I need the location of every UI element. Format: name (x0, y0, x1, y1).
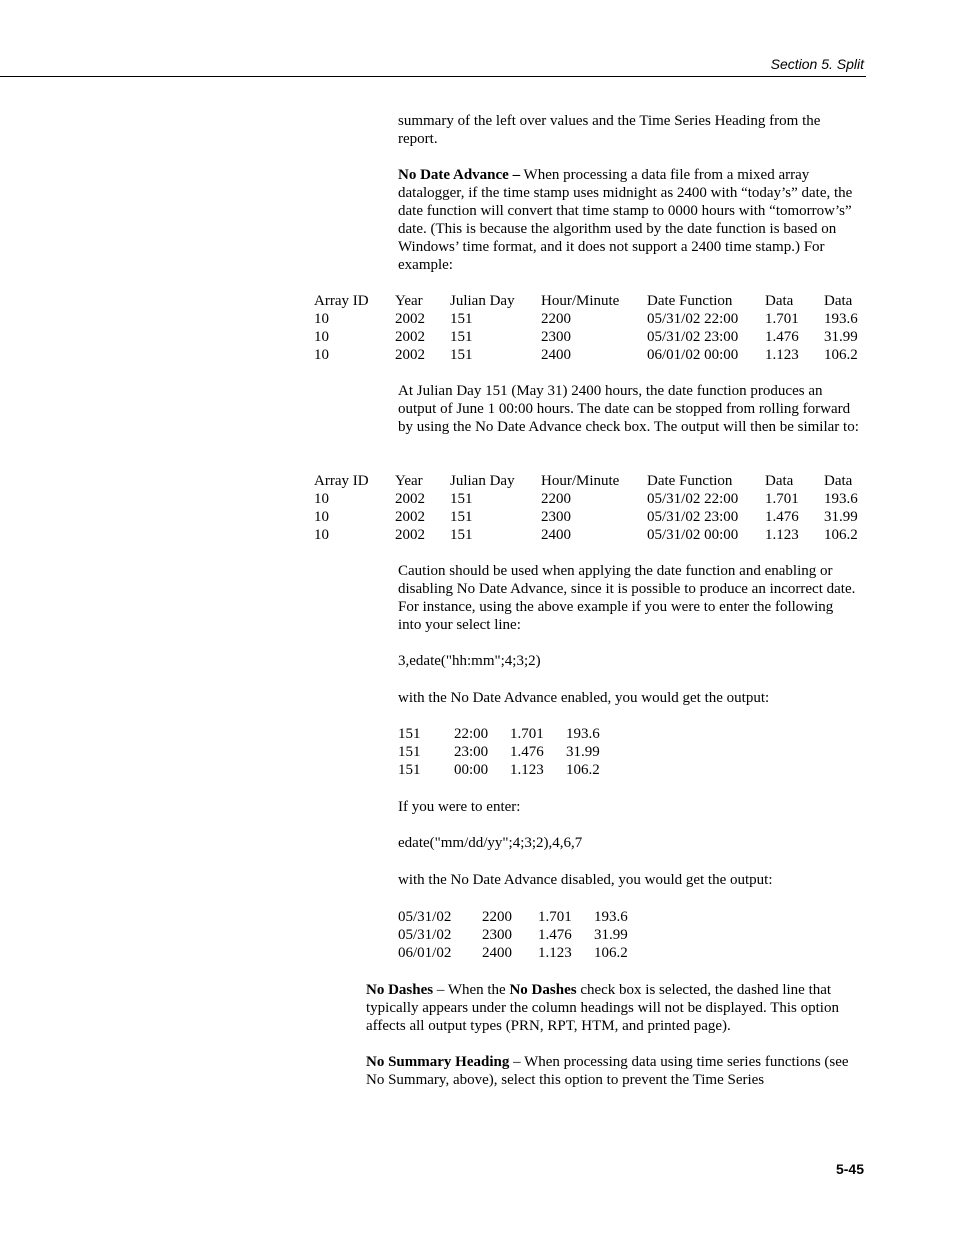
table-cell: 05/31/02 (398, 909, 452, 925)
section-title: Section 5. Split (770, 56, 864, 72)
table-cell: 151 (450, 347, 473, 363)
table-cell: 05/31/02 00:00 (647, 527, 739, 543)
table-cell: 2200 (541, 491, 571, 507)
table-cell: 193.6 (566, 726, 600, 742)
table-cell: 2400 (541, 347, 571, 363)
table-cell: 1.476 (538, 927, 572, 943)
julian-paragraph (398, 382, 860, 436)
table-cell: 2200 (541, 311, 571, 327)
table-header-cell: Date Function (647, 473, 733, 489)
table-cell: 00:00 (454, 762, 489, 778)
no-date-advance-text: When processing a data file from a mixed array datalogger, if the time stamp uses midnight as 2400 with “today’s” date, the date function will convert that time stamp to 0000 hours with “tomorrow’s” date. (This is because the algorithm used by the date function is based on Windows’ time format, and it does not support a 2400 time stamp.) For example: (398, 167, 853, 273)
table-header-cell: Hour/Minute (541, 473, 620, 489)
no-dashes-text-b: check box is selected, the dashed line that typically appears under the column headings will not be displayed. This option affects all output types (PRN, RPT, HTM, and printed page). (366, 982, 839, 1034)
table-cell: 2002 (395, 347, 425, 363)
table-cell: 05/31/02 23:00 (647, 509, 739, 525)
page-header (0, 55, 866, 77)
table-cell: 06/01/02 00:00 (647, 347, 739, 363)
table-header-cell: Array ID (314, 293, 369, 309)
table-cell: 1.476 (765, 509, 799, 525)
table-cell: 2002 (395, 311, 425, 327)
table-header-cell: Array ID (314, 473, 369, 489)
table-cell: 151 (398, 744, 421, 760)
table-cell: 10 (314, 347, 329, 363)
table-cell: 31.99 (824, 329, 858, 345)
table-cell: 106.2 (594, 945, 628, 961)
table-cell: 193.6 (824, 311, 858, 327)
code-text-2: edate("mm/dd/yy";4;3;2),4,6,7 (398, 835, 583, 851)
if-text: If you were to enter: (398, 799, 521, 815)
table-cell: 10 (314, 311, 329, 327)
table-cell: 151 (450, 509, 473, 525)
table-cell: 151 (398, 762, 421, 778)
no-date-advance-term: No Date Advance – (398, 167, 521, 183)
table-cell: 31.99 (594, 927, 628, 943)
table-cell: 1.701 (538, 909, 572, 925)
table-header-cell: Date Function (647, 293, 733, 309)
no-summary-paragraph (366, 1053, 866, 1089)
caution-paragraph (398, 562, 860, 634)
table-cell: 1.476 (765, 329, 799, 345)
table-cell: 1.123 (510, 762, 544, 778)
table-cell: 193.6 (594, 909, 628, 925)
code-line-2 (398, 834, 860, 852)
table-header-cell: Data (765, 293, 794, 309)
table-cell: 22:00 (454, 726, 489, 742)
table-header-cell: Data (824, 473, 853, 489)
no-dashes-term-2: No Dashes (509, 982, 577, 998)
table-header-cell: Data (824, 293, 853, 309)
table-cell: 10 (314, 491, 329, 507)
table-cell: 1.123 (538, 945, 572, 961)
table-cell: 1.476 (510, 744, 544, 760)
table-cell: 1.701 (765, 491, 799, 507)
table-cell: 2300 (541, 329, 571, 345)
intro-paragraph (398, 112, 860, 148)
table-header-cell: Year (395, 293, 423, 309)
table-cell: 2400 (482, 945, 512, 961)
table-header-cell: Julian Day (450, 473, 515, 489)
enabled-paragraph (398, 689, 860, 707)
intro-text: summary of the left over values and the Time Series Heading from the report. (398, 113, 821, 147)
no-summary-text: – When processing data using time series functions (see No Summary, above), select this option to prevent the Time Series (366, 1054, 849, 1088)
no-dashes-paragraph (366, 981, 866, 1035)
table-cell: 31.99 (566, 744, 600, 760)
table-cell: 1.701 (765, 311, 799, 327)
table-cell: 2200 (482, 909, 512, 925)
table-header-cell: Data (765, 473, 794, 489)
table-cell: 06/01/02 (398, 945, 452, 961)
table-cell: 151 (450, 527, 473, 543)
table-cell: 10 (314, 329, 329, 345)
table-cell: 106.2 (824, 347, 858, 363)
table-cell: 106.2 (824, 527, 858, 543)
table-header-cell: Hour/Minute (541, 293, 620, 309)
no-summary-term: No Summary Heading (366, 1054, 510, 1070)
table-header-cell: Year (395, 473, 423, 489)
table-cell: 10 (314, 527, 329, 543)
table-cell: 1.123 (765, 527, 799, 543)
table-cell: 1.123 (765, 347, 799, 363)
table-cell: 106.2 (566, 762, 600, 778)
disabled-text: with the No Date Advance disabled, you would get the output: (398, 872, 773, 888)
table-cell: 2300 (541, 509, 571, 525)
if-paragraph (398, 798, 860, 816)
table-cell: 10 (314, 509, 329, 525)
table-cell: 23:00 (454, 744, 489, 760)
enabled-text: with the No Date Advance enabled, you would get the output: (398, 690, 770, 706)
table-cell: 151 (450, 491, 473, 507)
table-cell: 05/31/02 (398, 927, 452, 943)
no-dashes-text-a: – When the (433, 982, 510, 998)
table-cell: 151 (450, 311, 473, 327)
table-cell: 2400 (541, 527, 571, 543)
table-cell: 151 (450, 329, 473, 345)
table-cell: 151 (398, 726, 421, 742)
table-cell: 2002 (395, 527, 425, 543)
no-date-advance-paragraph (398, 166, 860, 274)
code-line-1 (398, 652, 860, 670)
table-cell: 2002 (395, 329, 425, 345)
code-text-1: 3,edate("hh:mm";4;3;2) (398, 653, 541, 669)
table-cell: 193.6 (824, 491, 858, 507)
table-cell: 05/31/02 23:00 (647, 329, 739, 345)
disabled-paragraph (398, 871, 860, 889)
table-cell: 2002 (395, 491, 425, 507)
table-header-cell: Julian Day (450, 293, 515, 309)
caution-text: Caution should be used when applying the date function and enabling or disabling No Date Advance, since it is possible to produce an incorrect date. For instance, using the above example if you were to enter the following into your select line: (398, 563, 856, 633)
table-cell: 05/31/02 22:00 (647, 491, 739, 507)
page-number: 5-45 (835, 1161, 864, 1177)
table-cell: 31.99 (824, 509, 858, 525)
table-cell: 05/31/02 22:00 (647, 311, 739, 327)
table-cell: 2300 (482, 927, 512, 943)
no-dashes-term: No Dashes (366, 982, 434, 998)
julian-text: At Julian Day 151 (May 31) 2400 hours, the date function produces an output of June 1 00:00 hours. The date can be stopped from rolling forward by using the No Date Advance check box. The output will then be similar to: (398, 383, 859, 435)
table-cell: 1.701 (510, 726, 544, 742)
table-cell: 2002 (395, 509, 425, 525)
